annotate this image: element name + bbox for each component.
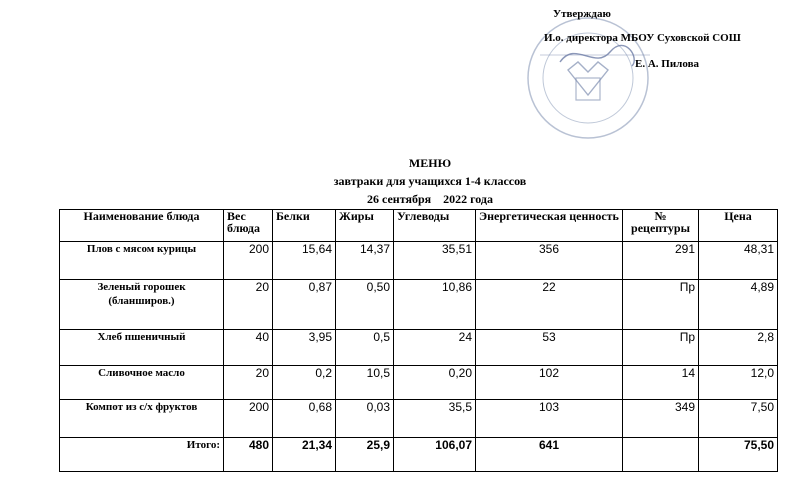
dish-name: Плов с мясом курицы — [60, 242, 224, 280]
official-seal — [500, 0, 670, 140]
total-protein: 21,34 — [273, 438, 336, 472]
total-carbs: 106,07 — [394, 438, 476, 472]
table-total-row — [60, 438, 778, 472]
dish-recipe: 14 — [623, 366, 699, 400]
table-row — [60, 242, 778, 280]
dish-recipe: 291 — [623, 242, 699, 280]
dish-name: Сливочное масло — [60, 366, 224, 400]
dish-protein: 3,95 — [273, 330, 336, 366]
dish-weight: 20 — [224, 280, 273, 330]
menu-title: МЕНЮ — [408, 156, 452, 170]
dish-carbs: 35,5 — [394, 400, 476, 438]
table-row — [60, 330, 778, 366]
approval-position: И.о. директора МБОУ Суховской СОШ — [544, 32, 741, 44]
dish-recipe: Пр — [623, 280, 699, 330]
dish-fat: 0,5 — [336, 330, 394, 366]
col-header-weight: Вес блюда — [224, 210, 273, 242]
col-header-carbs: Углеводы — [394, 210, 476, 242]
col-header-energy: Энергетическая ценность — [476, 210, 623, 242]
col-header-name: Наименование блюда — [60, 210, 224, 242]
dish-fat: 0,50 — [336, 280, 394, 330]
dish-price: 4,89 — [699, 280, 778, 330]
total-fat: 25,9 — [336, 438, 394, 472]
dish-energy: 22 — [476, 280, 623, 330]
menu-date: 26 сентября 2022 года — [367, 192, 493, 206]
dish-energy: 356 — [476, 242, 623, 280]
menu-table — [59, 209, 778, 472]
dish-weight: 200 — [224, 242, 273, 280]
dish-recipe: Пр — [623, 330, 699, 366]
dish-recipe: 349 — [623, 400, 699, 438]
col-header-recipe: № рецептуры — [623, 210, 699, 242]
dish-energy: 102 — [476, 366, 623, 400]
total-energy: 641 — [476, 438, 623, 472]
total-label: Итого: — [60, 438, 224, 472]
dish-name: Зеленый горошек (бланширов.) — [60, 280, 224, 330]
dish-protein: 15,64 — [273, 242, 336, 280]
approval-name: Е. А. Пилова — [635, 58, 700, 70]
total-price: 75,50 — [699, 438, 778, 472]
col-header-price: Цена — [699, 210, 778, 242]
dish-name: Компот из с/х фруктов — [60, 400, 224, 438]
dish-fat: 0,03 — [336, 400, 394, 438]
dish-price: 48,31 — [699, 242, 778, 280]
dish-fat: 14,37 — [336, 242, 394, 280]
dish-energy: 103 — [476, 400, 623, 438]
total-recipe — [623, 438, 699, 472]
table-header-row — [60, 210, 778, 242]
dish-fat: 10,5 — [336, 366, 394, 400]
col-header-protein: Белки — [273, 210, 336, 242]
dish-protein: 0,87 — [273, 280, 336, 330]
col-header-fat: Жиры — [336, 210, 394, 242]
dish-protein: 0,2 — [273, 366, 336, 400]
table-row — [60, 366, 778, 400]
dish-carbs: 24 — [394, 330, 476, 366]
dish-carbs: 0,20 — [394, 366, 476, 400]
dish-price: 12,0 — [699, 366, 778, 400]
menu-subtitle: завтраки для учащихся 1-4 классов — [333, 174, 527, 188]
dish-price: 7,50 — [699, 400, 778, 438]
dish-carbs: 35,51 — [394, 242, 476, 280]
dish-carbs: 10,86 — [394, 280, 476, 330]
dish-weight: 40 — [224, 330, 273, 366]
dish-weight: 20 — [224, 366, 273, 400]
dish-weight: 200 — [224, 400, 273, 438]
dish-name: Хлеб пшеничный — [60, 330, 224, 366]
table-row — [60, 280, 778, 330]
total-weight: 480 — [224, 438, 273, 472]
dish-price: 2,8 — [699, 330, 778, 366]
dish-protein: 0,68 — [273, 400, 336, 438]
table-row — [60, 400, 778, 438]
dish-energy: 53 — [476, 330, 623, 366]
approval-heading: Утверждаю — [553, 8, 611, 20]
